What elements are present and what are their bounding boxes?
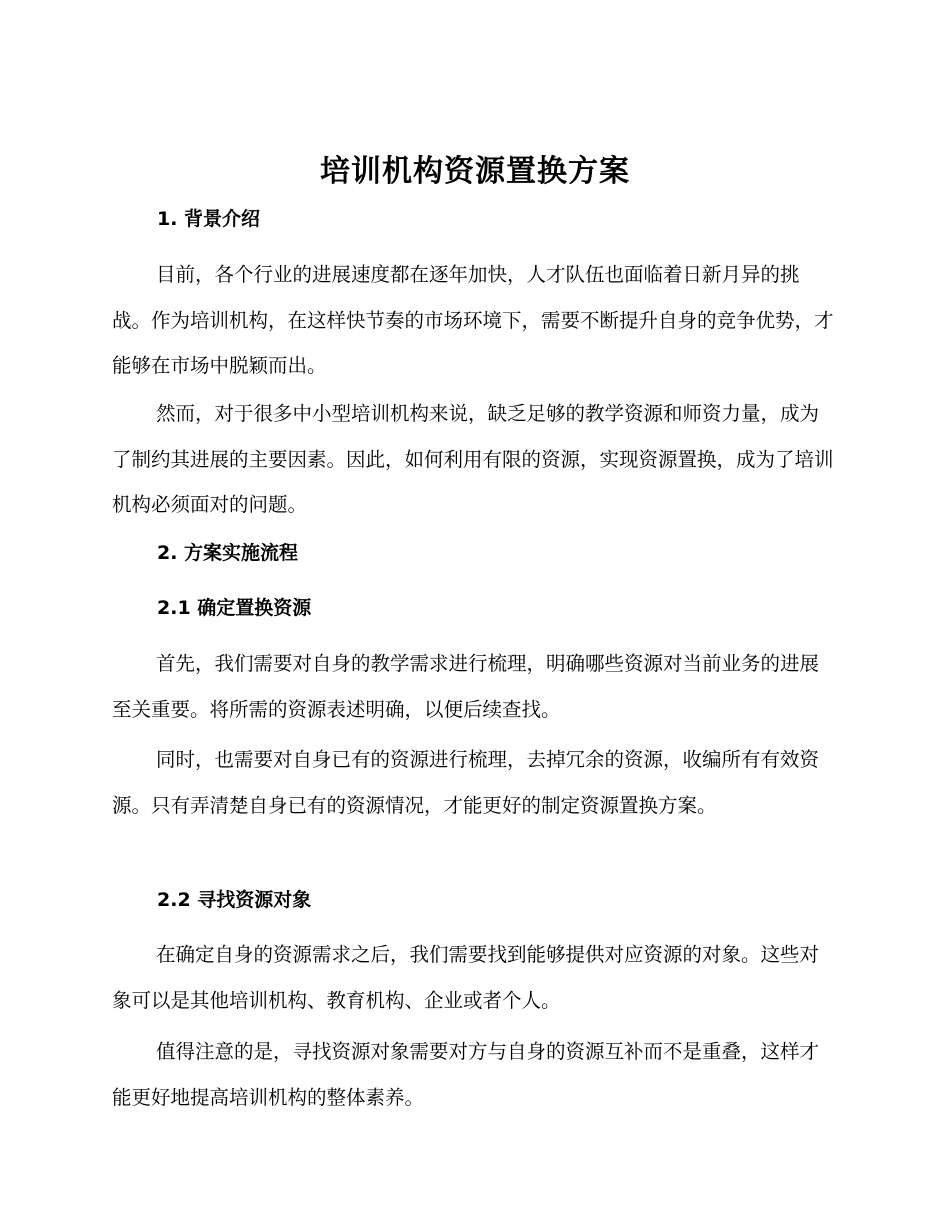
paragraph: 然而，对于很多中小型培训机构来说，缺乏足够的教学资源和师资力量，成为了制约其进展的主要因素。因此，如何利用有限的资源，实现资源置换，成为了培训机构必须面对的问题。 [112, 402, 834, 516]
section-heading-determine-resources: 2.1 确定置换资源 [157, 597, 312, 619]
section-heading-find-partners: 2.2 寻找资源对象 [157, 889, 312, 911]
paragraph: 在确定自身的资源需求之后，我们需要找到能够提供对应资源的对象。这些对象可以是其他培训机构、教育机构、企业或者个人。 [112, 943, 820, 1012]
section-heading-background: 1. 背景介绍 [157, 208, 261, 230]
paragraph: 目前，各个行业的进展速度都在逐年加快，人才队伍也面临着日新月异的挑战。作为培训机构，在这样快节奏的市场环境下，需要不断提升自身的竞争优势，才能够在市场中脱颖而出。 [112, 263, 834, 377]
document-title: 培训机构资源置换方案 [320, 154, 630, 189]
section-heading-implementation: 2. 方案实施流程 [157, 542, 299, 564]
paragraph: 首先，我们需要对自身的教学需求进行梳理，明确哪些资源对当前业务的进展至关重要。将所需的资源表述明确，以便后续查找。 [112, 652, 820, 721]
paragraph: 值得注意的是，寻找资源对象需要对方与自身的资源互补而不是重叠，这样才能更好地提高培训机构的整体素养。 [112, 1040, 820, 1109]
paragraph: 同时，也需要对自身已有的资源进行梳理，去掉冗余的资源，收编所有有效资源。只有弄清楚自身已有的资源情况，才能更好的制定资源置换方案。 [112, 748, 820, 817]
